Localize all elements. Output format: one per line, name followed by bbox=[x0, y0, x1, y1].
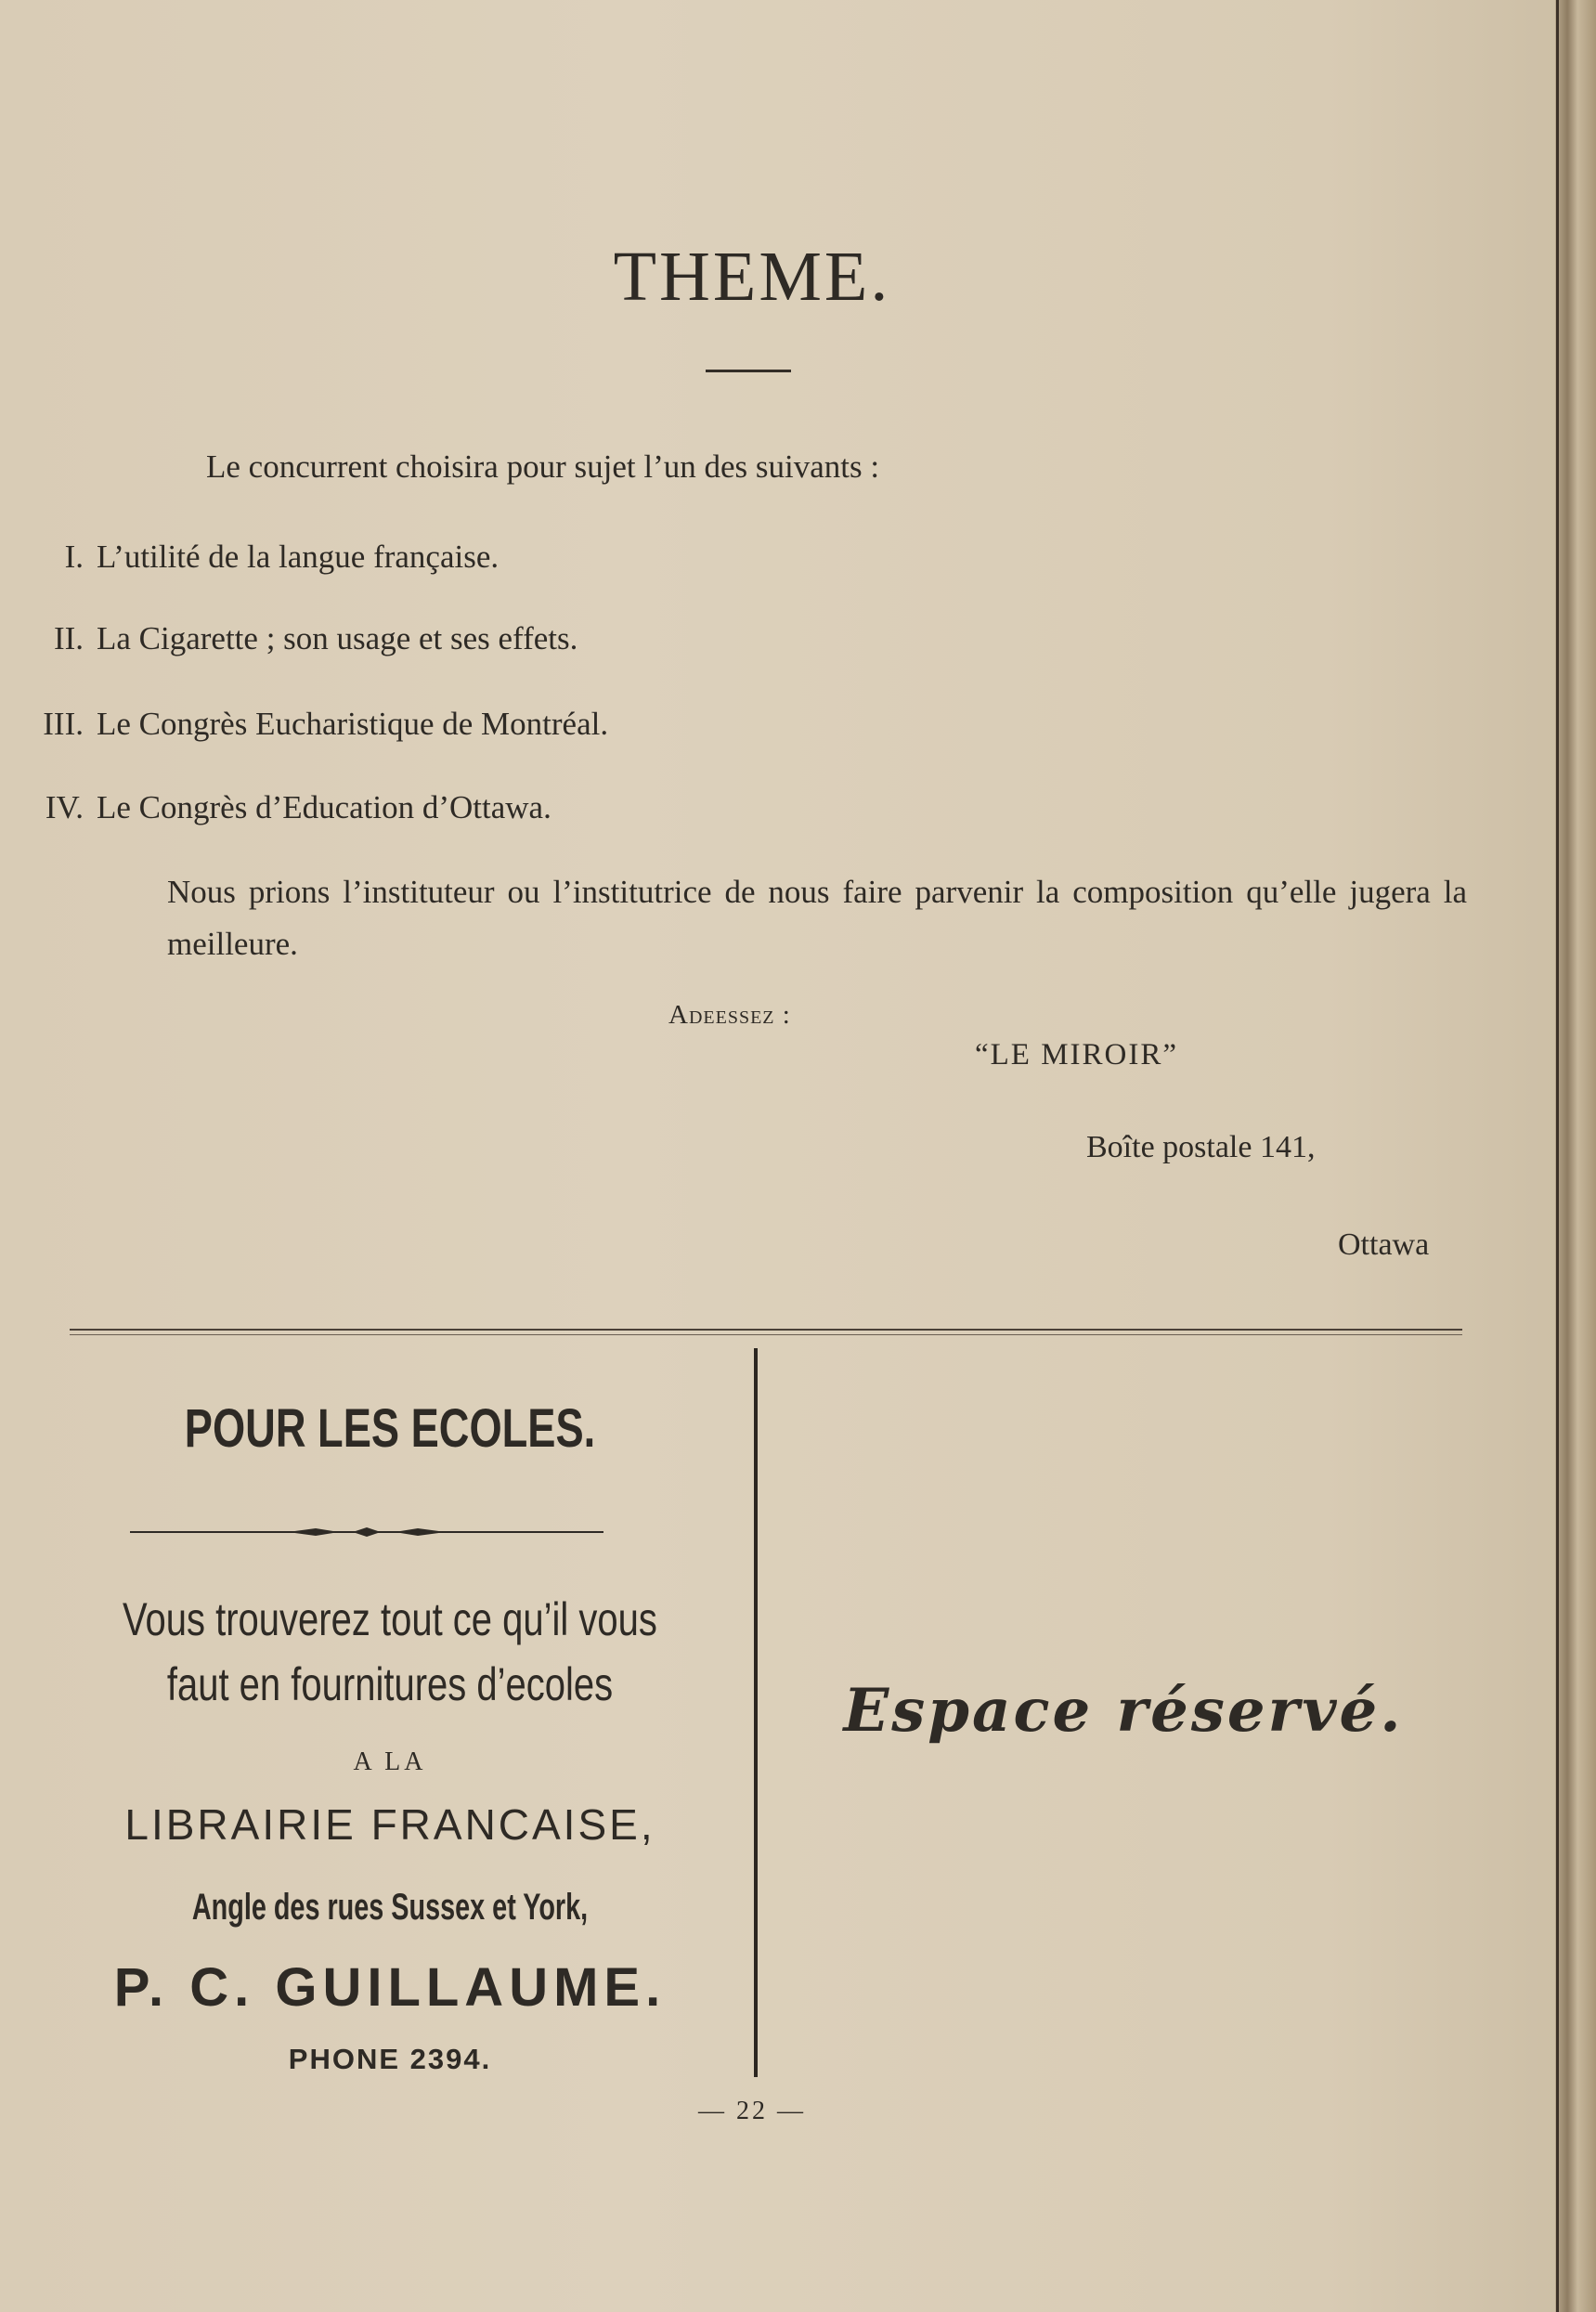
item-number: IV. bbox=[45, 789, 84, 825]
page-title: THEME. bbox=[613, 238, 891, 316]
item-number: III. bbox=[43, 706, 84, 742]
list-item bbox=[9, 789, 551, 826]
item-number: I. bbox=[64, 539, 84, 575]
address-city: Ottawa bbox=[1338, 1227, 1430, 1262]
address-label: Adeessez : bbox=[668, 1000, 791, 1030]
page-number: — 22 — bbox=[698, 2097, 806, 2125]
section-divider-thin bbox=[70, 1334, 1462, 1335]
ad-line-1: Vous trouverez tout ce qu’il vous bbox=[123, 1593, 657, 1645]
list-item bbox=[9, 539, 499, 576]
book-spine bbox=[1555, 0, 1596, 2312]
item-text: Le Congrès d’Education d’Ottawa. bbox=[97, 789, 551, 825]
column-divider bbox=[754, 1348, 758, 2077]
address-name: “LE MIROIR” bbox=[975, 1038, 1179, 1072]
list-item bbox=[9, 620, 577, 657]
ad-heading: POUR LES ECOLES. bbox=[184, 1398, 596, 1459]
spine-edge bbox=[1556, 0, 1559, 2312]
item-text: Le Congrès Eucharistique de Montréal. bbox=[97, 706, 609, 742]
intro-text: Le concurrent choisira pour sujet l’un des suivants : bbox=[206, 448, 880, 485]
reserved-space: Espace réservé. bbox=[843, 1676, 1404, 1746]
item-text: La Cigarette ; son usage et ses effets. bbox=[97, 620, 578, 656]
address-box: Boîte postale 141, bbox=[1086, 1130, 1316, 1164]
ad-phone: PHONE 2394. bbox=[288, 2043, 492, 2075]
item-number: II. bbox=[53, 620, 84, 656]
section-divider bbox=[70, 1329, 1462, 1331]
title-rule bbox=[706, 370, 791, 372]
ornament-rule bbox=[130, 1523, 603, 1541]
ad-angle: Angle des rues Sussex et York, bbox=[191, 1887, 589, 1928]
list-item bbox=[9, 706, 608, 743]
ad-a-la: A LA bbox=[353, 1747, 427, 1776]
ad-name: P. C. GUILLAUME. bbox=[113, 1957, 667, 2018]
ad-line-2: faut en fournitures d’ecoles bbox=[166, 1658, 614, 1710]
item-text: L’utilité de la langue française. bbox=[97, 539, 500, 575]
instruction-paragraph: Nous prions l’instituteur ou l’institutrice de nous faire parvenir la composition qu’elle jugera la meilleure. bbox=[167, 874, 1467, 962]
ad-librairie: LIBRAIRIE FRANCAISE, bbox=[124, 1800, 655, 1849]
